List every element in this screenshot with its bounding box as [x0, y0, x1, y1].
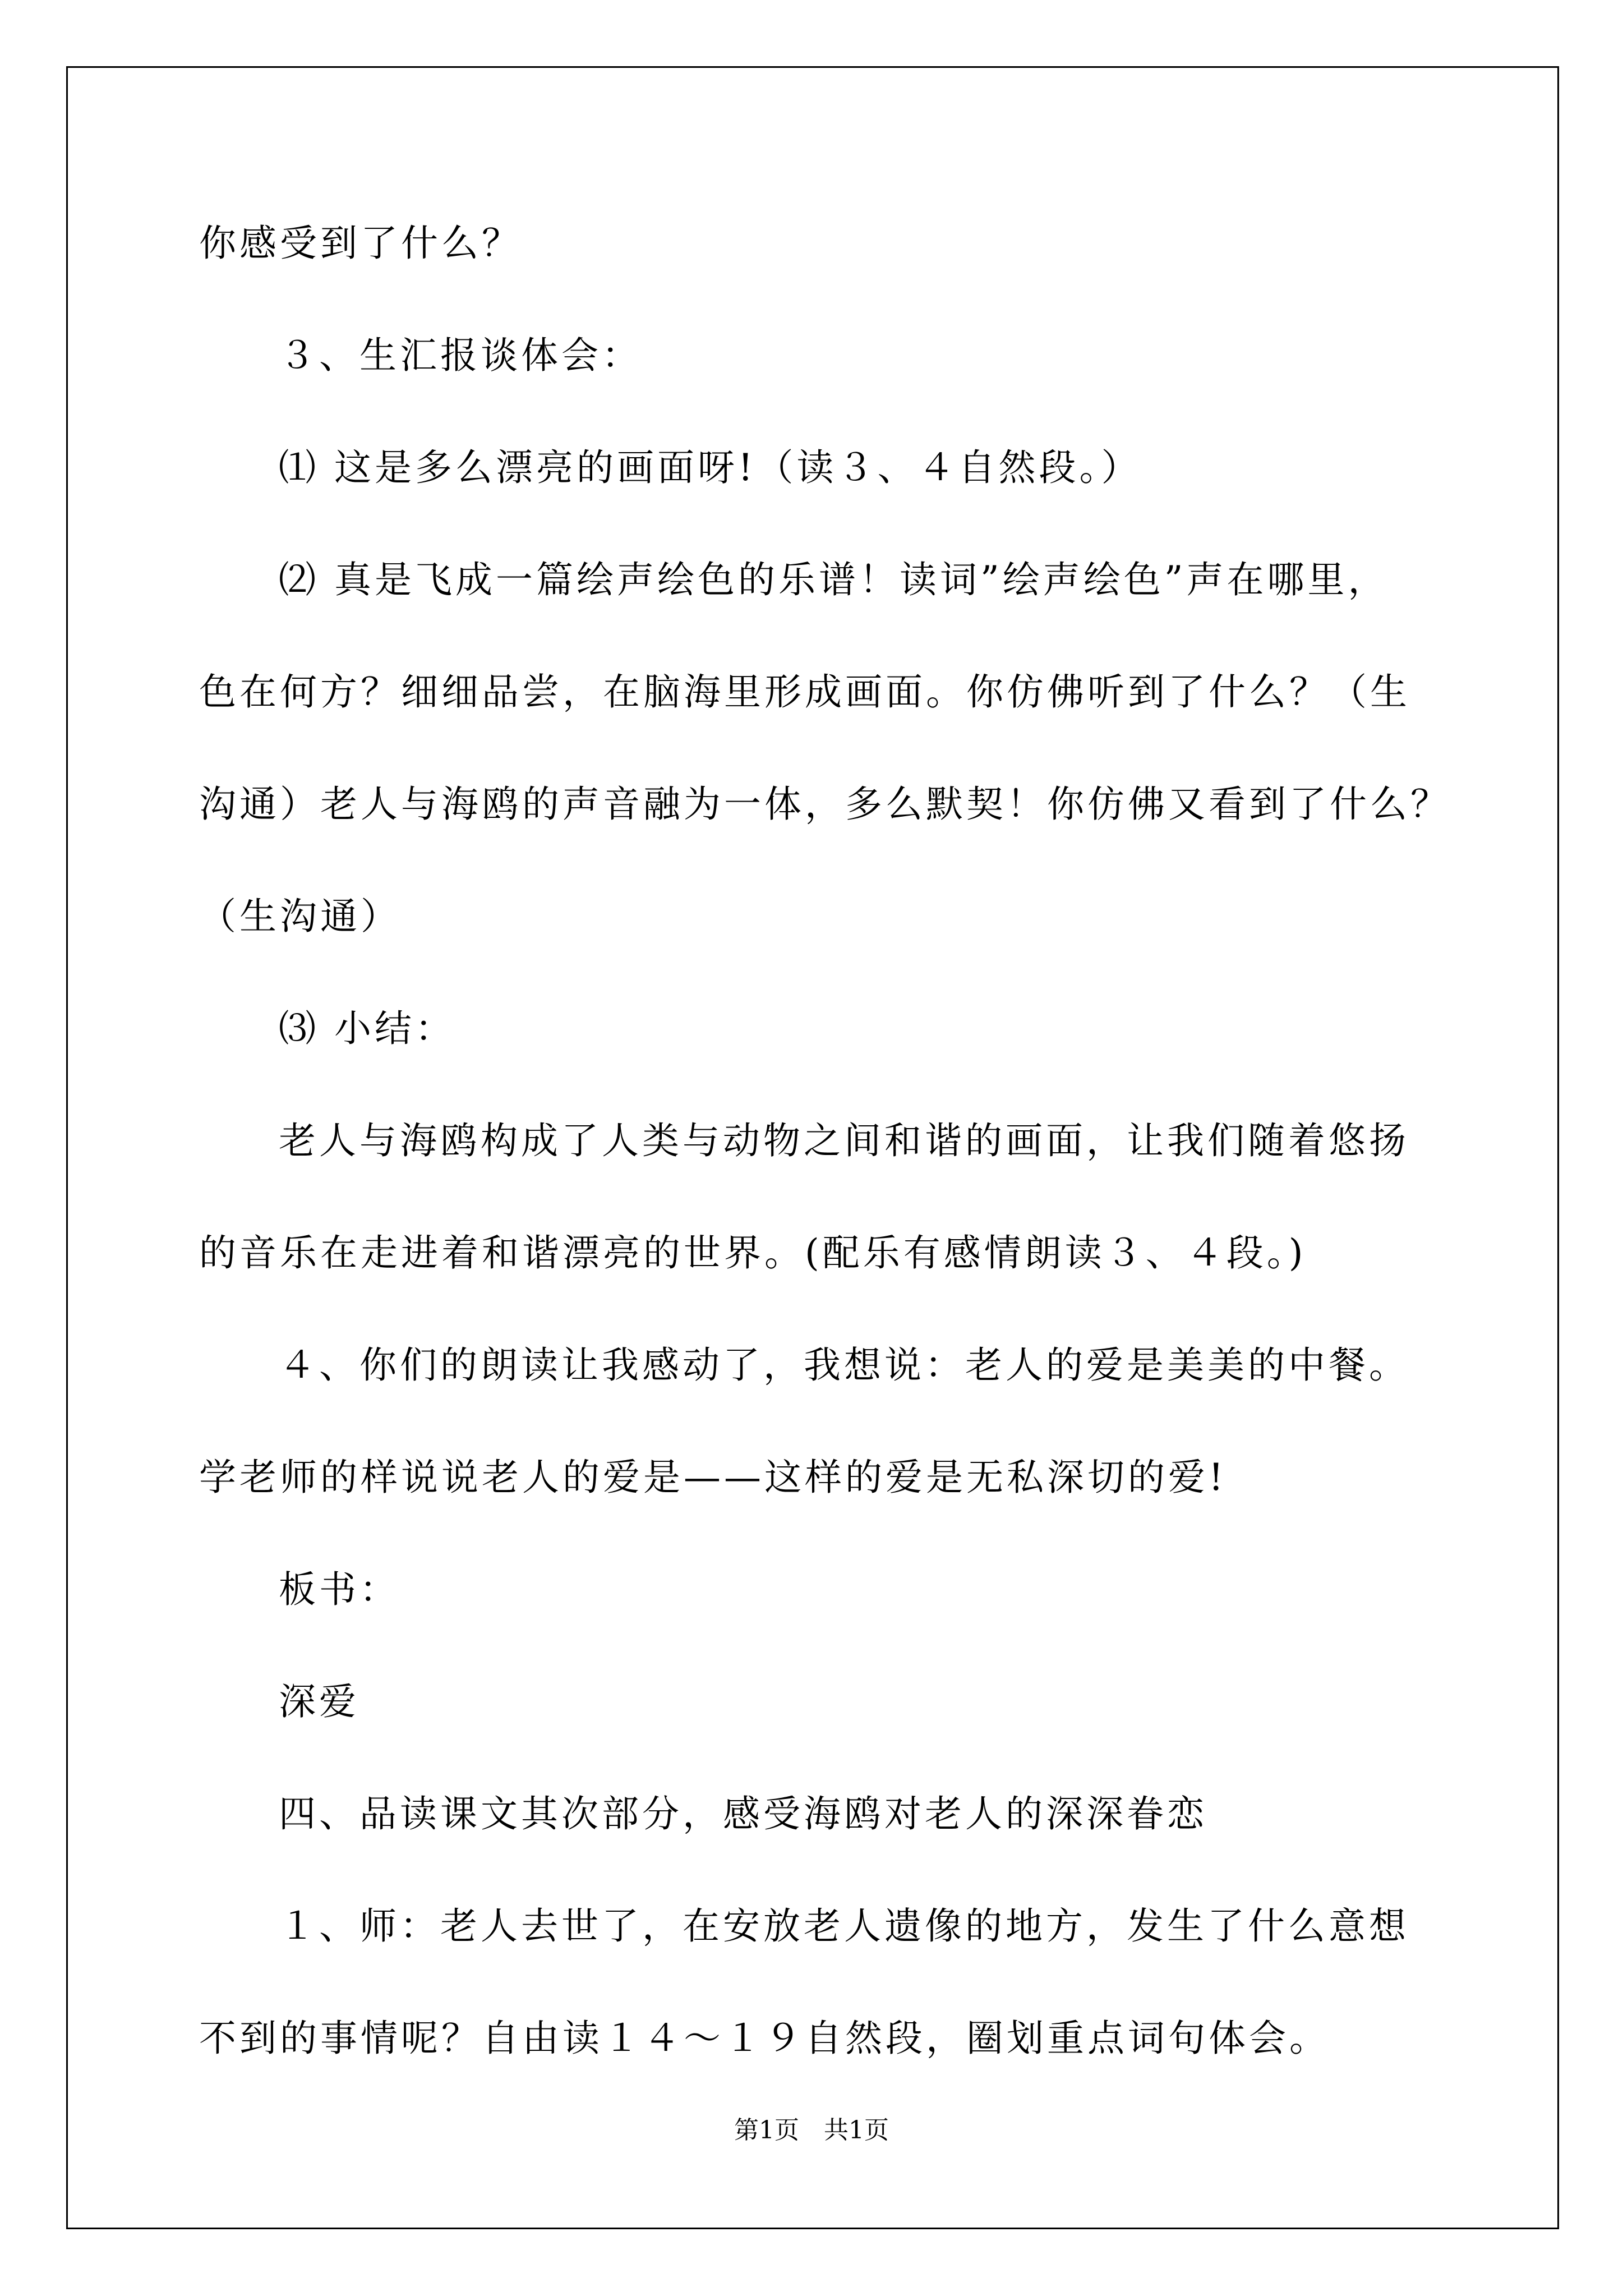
text-line: 色在何方？细细品尝，在脑海里形成画面。你仿佛听到了什么？（生 [199, 670, 1410, 714]
paragraph [199, 999, 1430, 1059]
text-line: 不到的事情呢？自由读１４～１９自然段，圈划重点词句体会。 [199, 2017, 1330, 2060]
paragraph [199, 1335, 1430, 1508]
paragraph [199, 1672, 1430, 1732]
text-line: 学老师的样说说老人的爱是——这样的爱是无私深切的爱! [199, 1456, 1227, 1499]
paragraph [199, 550, 1451, 947]
paragraph [199, 438, 1430, 498]
text-line: 板书： [279, 1568, 400, 1611]
document-body [199, 213, 1451, 2120]
paragraph [199, 1784, 1430, 1844]
paragraph [199, 325, 1430, 386]
text-line: 深爱 [279, 1680, 359, 1723]
page-number: 第1页 共1页 [734, 2116, 889, 2145]
page-footer [0, 2114, 1623, 2147]
paragraph [199, 213, 1430, 274]
text-line: ３、生汇报谈体会： [279, 334, 642, 377]
text-line: ⑶ 小结： [279, 1007, 455, 1050]
text-line: 你感受到了什么？ [199, 222, 522, 265]
paragraph [199, 1896, 1430, 2069]
text-line: ４、你们的朗读让我感动了，我想说：老人的爱是美美的中餐。 [279, 1343, 1409, 1387]
paragraph [199, 1559, 1430, 1620]
paragraph [199, 1111, 1430, 1283]
text-line: （生沟通） [199, 895, 401, 938]
text-line: １、师：老人去世了，在安放老人遗像的地方，发生了什么意想 [279, 1904, 1409, 1948]
text-line: ⑵ 真是飞成一篇绘声绘色的乐谱！读词”绘声绘色”声在哪里， [279, 558, 1389, 601]
text-line: 老人与海鸥构成了人类与动物之间和谐的画面，让我们随着悠扬 [279, 1119, 1409, 1162]
text-line: 的音乐在走进着和谐漂亮的世界。(配乐有感情朗读３、４段。) [199, 1231, 1307, 1274]
text-line: 沟通）老人与海鸥的声音融为一体，多么默契！你仿佛又看到了什么？ [199, 783, 1451, 826]
text-line: 四、品读课文其次部分，感受海鸥对老人的深深眷恋 [279, 1792, 1207, 1835]
text-line: ⑴ 这是多么漂亮的画面呀!（读３、４自然段。） [279, 446, 1142, 489]
